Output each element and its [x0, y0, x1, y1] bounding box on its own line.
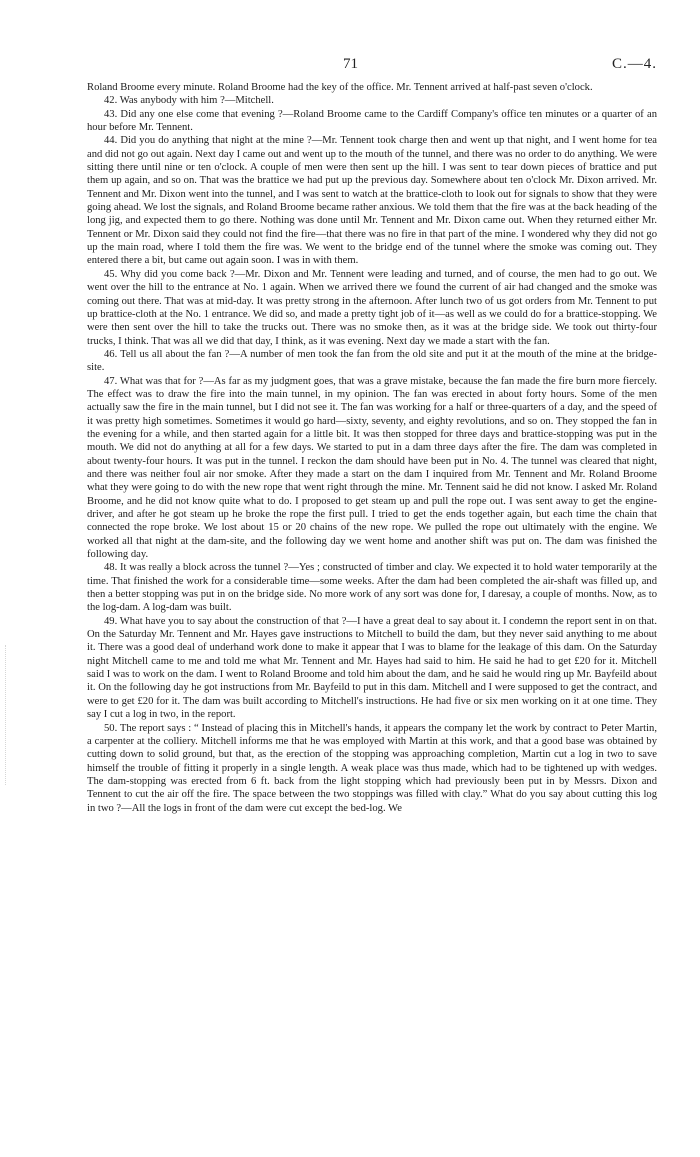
- document-body: [87, 81, 657, 815]
- paragraph-q49: 49. What have you to say about the construction of that ?—I have a great deal to say about it. I condemn the report sent in on that. On the Saturday Mr. Tennent and Mr. Hayes gave instructions to Mitchell to build the dam, but they never said anything to me about it. There was a good deal of underhand work done to make it appear that I was to blame for the leakage of this dam. On the Saturday night Mitchell came to me and told me what Mr. Tennent and Mr. Hayes had said to him. He said he had to get £20 for it. Mitchell said I was to work on the dam. I went to Roland Broome and told him about the dam, and he said he would ring up Mr. Bayfeild about it. On the following day he got instructions from Mr. Bayfeild to put in this dam. Mitchell and I were supposed to get the contract, and were to get £20 for it. The dam was built according to Mitchell's instructions. He had five or six men working on it at one time. They say I cut a log in two, in the report.: [87, 615, 657, 721]
- paragraph-q48: 48. It was really a block across the tunnel ?—Yes ; constructed of timber and clay. We expected it to hold water temporarily at the time. That finished the work for a considerable time—some weeks. After the dam had been completed the air-shaft was filled up, and then a better stopping was put in on the bridge side. No more work of any sort was done for, I daresay, a couple of months. Now, as to the log-dam. A log-dam was built.: [87, 562, 657, 614]
- paragraph-q47: 47. What was that for ?—As far as my judgment goes, that was a grave mistake, because the fan made the fire burn more fiercely. The effect was to draw the fire into the main tunnel, in my opinion. The fan was erected in about forty hours. Some of the men actually saw the fire in the main tunnel, but I did not see it. The fan was working for a half or three-quarters of a day, and the speed of it was pretty high sometimes. Sometimes it would go hard—sixty, seventy, and eighty revolutions, and so on. They stopped the fan in the evening for a while, and then started again for a little bit. It was then stopped for three days and brattice-stopping was put in the mouth. We did not do anything at all for a few days. We started to put in a dam three days after the fire. The dam was completed in about twenty-four hours. It was put in the tunnel. I reckon the dam should have been put in No. 4. The tunnel was cleared that night, and there was neither foul air nor smoke. After they made a start on the dam I inquired from Mr. Tennent and Mr. Roland Broome what they were going to do with the new rope that went right through the mine. Mr. Tennent said he did not know. I asked Mr. Roland Broome, and he did not know quite what to do. I proposed to get steam up and pull the rope out. I was sent away to get the engine-driver, and after he got steam up he broke the rope the first pull. I tried to get the ends together again, but each time the chain that connected the rope broke. We lost about 15 or 20 chains of the new rope. We pulled the rope out ultimately with the engine. We worked all that night at the dam-site, and the following day we went home and another shift was put on. The dam was finished the following day.: [87, 375, 657, 561]
- paragraph-continuation: Roland Broome every minute. Roland Broome had the key of the office. Mr. Tennent arrived at half-past seven o'clock.: [87, 82, 593, 93]
- page-header: [0, 56, 700, 76]
- paragraph-q42: 42. Was anybody with him ?—Mitchell.: [104, 95, 274, 107]
- paragraph-q43: 43. Did any one else come that evening ?—Roland Broome came to the Cardiff Company's office ten minutes or a quarter of an hour before Mr. Tennent.: [87, 108, 657, 134]
- section-reference: C.—4.: [611, 56, 657, 72]
- paragraph-q44: 44. Did you do anything that night at the mine ?—Mr. Tennent took charge then and went up that night, and I went home for tea and did not go out again. Next day I came out and went up to the mouth of the tunnel, and there was no order to do anything. We were sitting there until nine or ten o'clock. A couple of men were then sent up the hill. I was sent to tear down pieces of brattice and put them up again, and so on. That was the brattice we had put up the previous day. Somewhere about ten o'clock Mr. Dixon arrived. Mr. Tennent and Mr. Dixon went into the tunnel, and I was sent to watch at the brattice-cloth to look out for signals to show that they were going ahead. We lost the signals, and Roland Broome became rather anxious. We told them that the fire was at the back heading of the long jig, and expected them to go there. Nothing was done until Mr. Tennent and Mr. Dixon came out. When they returned either Mr. Tennent or Mr. Dixon said they could not find the fire—that there was no fire in that part of the mine. I wondered why they did not go up the main road, where I told them the fire was. We went to the bridge end of the tunnel where the smoke was coming out. They entered there a bit, but came out again soon. I was in with them.: [87, 135, 657, 267]
- paragraph-q50: 50. The report says : “ Instead of placing this in Mitchell's hands, it appears the company let the work by contract to Peter Martin, a carpenter at the colliery. Mitchell informs me that he was employed with Martin at this work, and that a good base was obtained by cutting down to solid ground, but that, as the erection of the stopping was approaching completion, Martin cut a log in two to save himself the trouble of fitting it properly in a single length. A weak place was thus made, which had to be tightened up with wedges. The dam-stopping was erected from 6 ft. back from the light stopping which had previously been put in by Messrs. Dixon and Tennent to cut the air off the fire. The space between the two stoppings was filled with clay.” What do you say about cutting this log in two ?—All the logs in front of the dam were cut except the bed-log. We: [87, 722, 657, 814]
- page-number: 71: [343, 56, 358, 72]
- margin-scan-mark: [5, 645, 8, 785]
- paragraph-q45: 45. Why did you come back ?—Mr. Dixon and Mr. Tennent were leading and turned, and of course, the men had to go out. We went over the hill to the entrance at No. 1 again. When we arrived there we found the current of air had changed and the smoke was coming out there. That was at mid-day. It was pretty strong in the afternoon. After lunch two of us got orders from Mr. Tennent to put up brattice-cloth at the No. 1 entrance. We did so, and made a pretty tight job of it—as well as we could do for a brattice-stopping. We were then sent over the hill to take the trucks out. There was no smoke then, as it was at the bridge side. We took out thirty-four trucks, I think. That was all we did that day, I think, as it was evening. Next day we made a start with the fan.: [87, 268, 657, 347]
- paragraph-q46: 46. Tell us all about the fan ?—A number of men took the fan from the old site and put it at the mouth of the mine at the bridge-site.: [87, 348, 657, 374]
